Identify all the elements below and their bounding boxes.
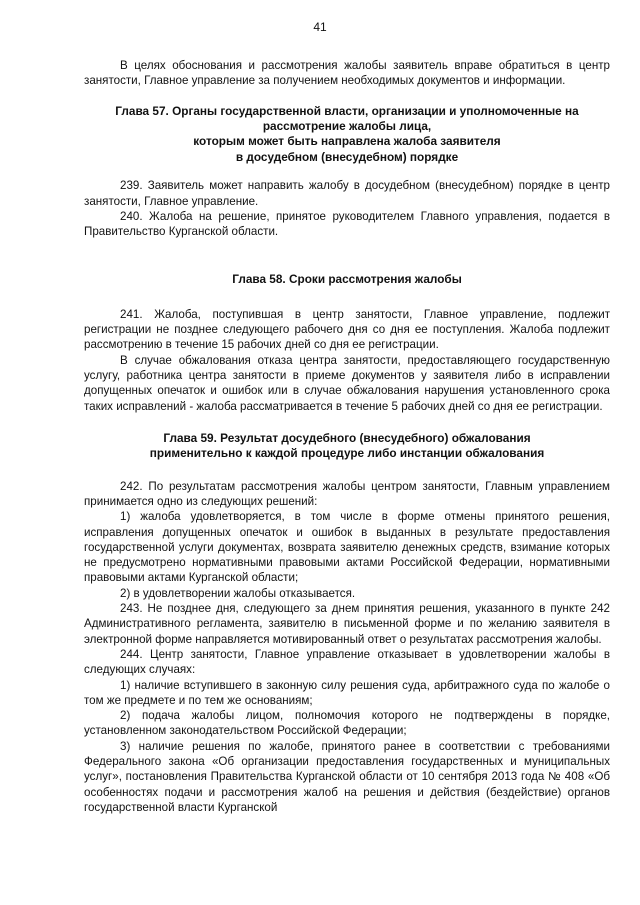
chapter-59-heading [84,431,610,462]
paragraph-243: 243. Не позднее дня, следующего за днем принятия решения, указанного в пункте 242 Административного регламента, заявителю в письменной форме и по желанию заявителя в электронной форме направляется мотивированный ответ о результатах рассмотрения жалобы. [84,602,610,646]
intro-paragraph: В целях обоснования и рассмотрения жалобы заявитель вправе обратиться в центр занятости, Главное управление за получением необходимых документов и информации. [84,59,610,88]
heading-line: Глава 57. Органы государственной власти, организации и уполномоченные на [115,103,579,118]
heading-line: применительно к каждой процедуре либо инстанции обжалования [149,446,545,461]
paragraph-239: 239. Заявитель может направить жалобу в досудебном (внесудебном) порядке в центр занятости, Главное управление. [84,179,610,208]
paragraph-244-item-1: 1) наличие вступившего в законную силу решения суда, арбитражного суда по жалобе о том же предмете и по тем же основаниям; [84,678,610,707]
heading-line: которым может быть направлена жалоба заявителя [193,134,501,149]
page-content [84,58,610,815]
chapter-58-heading [84,272,610,287]
paragraph-242-item-2: 2) в удовлетворении жалобы отказывается. [120,586,356,600]
paragraph-244-item-2: 2) подача жалобы лицом, полномочия которого не подтверждены в порядке, установленном законодательством Российской Федерации; [84,709,610,738]
heading-line: Глава 59. Результат досудебного (внесудебного) обжалования [163,430,531,445]
heading-line: рассмотрение жалобы лица, [262,119,432,133]
paragraph-244: 244. Центр занятости, Главное управление отказывает в удовлетворении жалобы в следующих случаях: [84,647,610,677]
paragraph-244-item-3: 3) наличие решения по жалобе, принятого ранее в соответствии с требованиями Федерального закона «Об организации предоставления государственных и муниципальных услуг», постановления Правительства Курганской области от 10 сентября 2013 года № 408 «Об особенностях подачи и рассмотрения жалоб на решения и действия (бездействие) органов государственной власти Курганской [84,739,610,814]
chapter-57-heading [84,104,610,166]
heading-line: в досудебном (внесудебном) порядке [235,149,459,164]
paragraph-240: 240. Жалоба на решение, принятое руководителем Главного управления, подается в Правительство Курганской области. [84,209,610,239]
page-number: 41 [313,20,327,34]
paragraph-241-cont: В случае обжалования отказа центра занятости, предоставляющего государственную услугу, работника центра занятости в приеме документов у заявителя либо в исправлении допущенных опечаток и ошибок или в случае обжалования нарушения установленного срока таких исправлений - жалоба рассматривается в течение 5 рабочих дней со дня ее регистрации. [84,353,610,413]
paragraph-242-item-1: 1) жалоба удовлетворяется, в том числе в форме отмены принятого решения, исправления допущенных опечаток и ошибок в выданных в результате предоставления государственной услуги документах, возврата заявителю денежных средств, взимание которых не предусмотрено нормативными правовыми актами Российской Федерации, нормативными правовыми актами Курганской области; [84,510,610,585]
heading-line: Глава 58. Сроки рассмотрения жалобы [232,272,462,287]
paragraph-241: 241. Жалоба, поступившая в центр занятости, Главное управление, подлежит регистрации не позднее следующего рабочего дня со дня ее поступления. Жалоба подлежит рассмотрению в течение 15 рабочих дней со дня ее регистрации. [84,307,610,352]
paragraph-242: 242. По результатам рассмотрения жалобы центром занятости, Главным управлением принимается одно из следующих решений: [84,479,610,508]
